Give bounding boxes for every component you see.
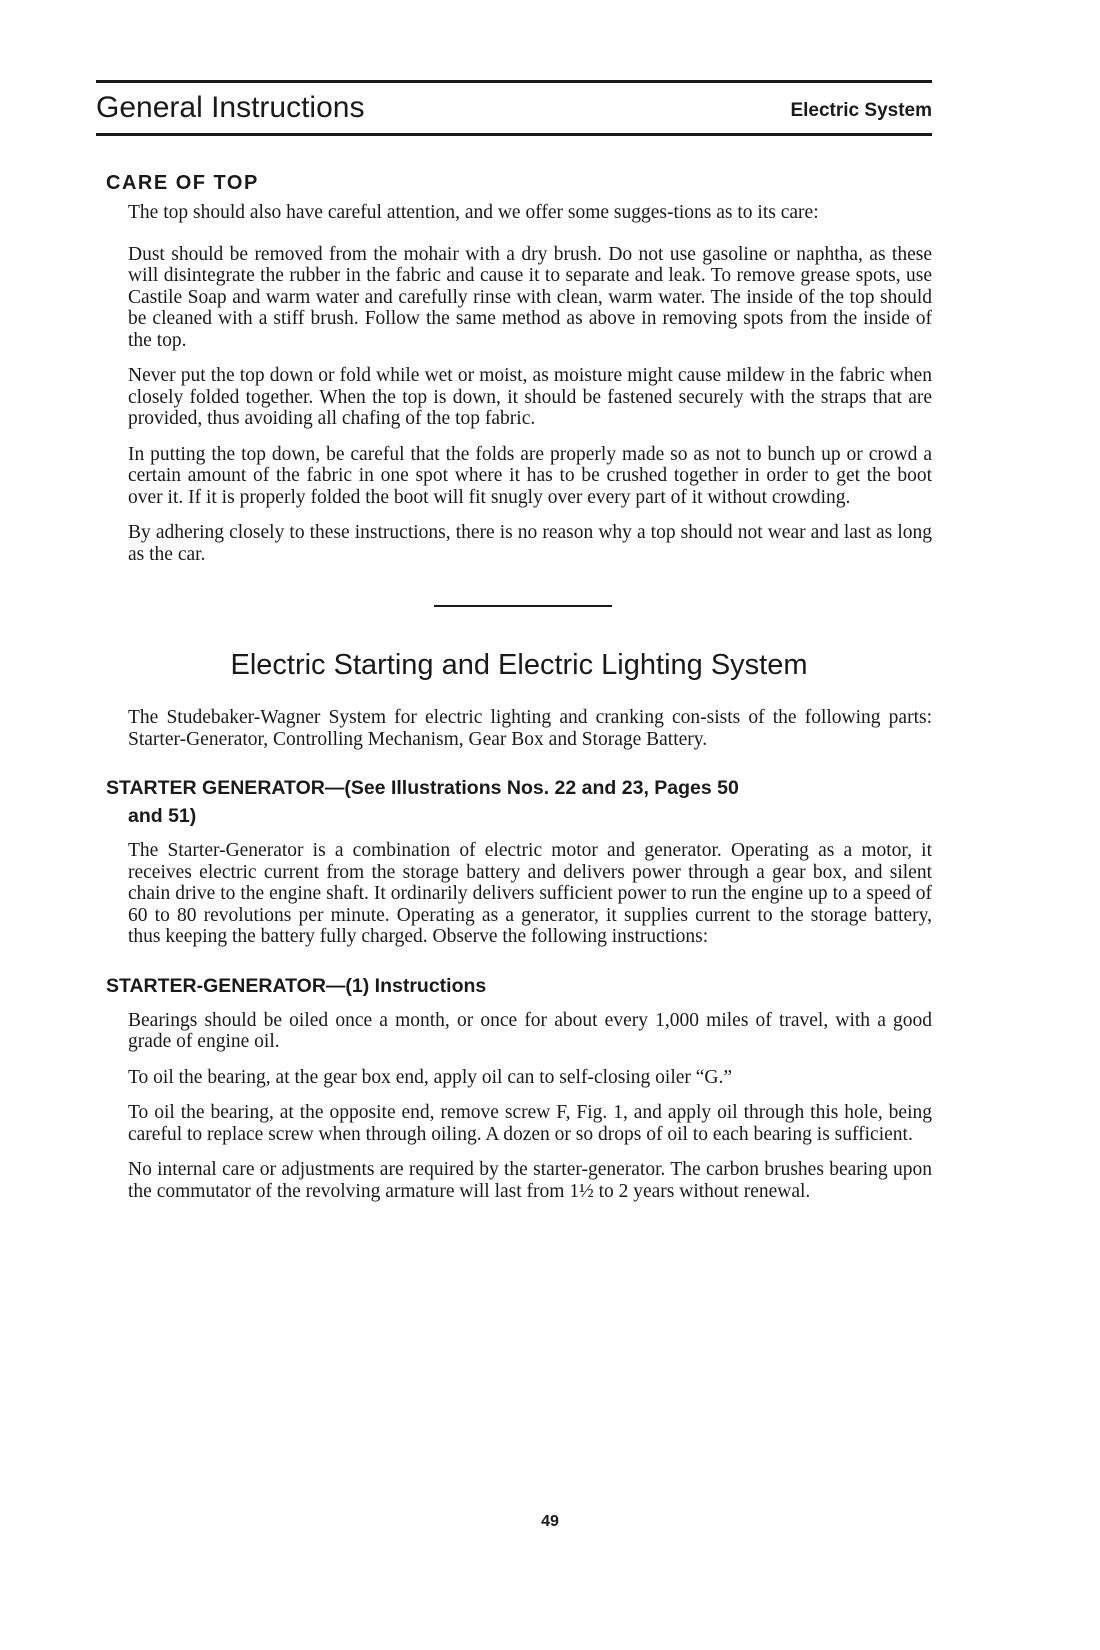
starter-generator-heading bbox=[106, 774, 932, 830]
heading-line: STARTER GENERATOR—(See Illustrations Nos. 22 and 23, Pages 50 bbox=[106, 777, 739, 799]
paragraph: No internal care or adjustments are required by the starter-generator. The carbon brushes bearing upon the commutator of the revolving armature will last from 1½ to 2 years without renewal. bbox=[128, 1159, 932, 1202]
paragraph: Never put the top down or fold while wet or moist, as moisture might cause mildew in the fabric when closely folded together. When the top is down, it should be fastened securely with the straps that are provided, thus avoiding all chafing of the top fabric. bbox=[128, 365, 932, 429]
paragraph: By adhering closely to these instructions, there is no reason why a top should not wear and last as long as the car. bbox=[128, 522, 932, 565]
instructions-heading: STARTER-GENERATOR—(1) Instructions bbox=[106, 974, 487, 997]
paragraph: In putting the top down, be careful that the folds are properly made so as not to bunch up or crowd a certain amount of the fabric in one spot where it has to be crushed together in order to get the boot over it. If it is properly folded the boot will fit snugly over every part of it without crowding. bbox=[128, 443, 932, 508]
section-divider bbox=[434, 605, 612, 607]
page-number: 49 bbox=[541, 1513, 559, 1530]
section-title: Electric Starting and Electric Lighting System bbox=[230, 649, 808, 681]
header-rule-top bbox=[96, 80, 932, 83]
paragraph: Bearings should be oiled once a month, or once for about every 1,000 miles of travel, with a good grade of engine oil. bbox=[128, 1009, 932, 1052]
page-body bbox=[106, 170, 932, 1216]
paragraph: Dust should be removed from the mohair with a dry brush. Do not use gasoline or naphtha, as these will disintegrate the rubber in the fabric and cause it to separate and leak. To remove grease spots, use Castile Soap and warm water and carefully rinse with clean, warm water. The inside of the top should be cleaned with a stiff brush. Follow the same method as above in removing spots from the inside of the top. bbox=[128, 243, 932, 351]
paragraph: The Starter-Generator is a combination of electric motor and generator. Operating as a motor, it receives electric current from the storage battery and delivers power through a gear box, and silent chain drive to the engine shaft. It ordinarily delivers sufficient power to run the engine up to a speed of 60 to 80 revolutions per minute. Operating as a generator, it supplies current to the storage battery, thus keeping the battery fully charged. Observe the following instructions: bbox=[128, 840, 932, 947]
running-head-section: Electric System bbox=[790, 100, 932, 121]
care-of-top-heading: CARE OF TOP bbox=[106, 172, 259, 194]
paragraph: The top should also have careful attention, and we offer some sugges-tions as to its care: bbox=[128, 202, 819, 223]
paragraph: To oil the bearing, at the opposite end, remove screw F, Fig. 1, and apply oil through this hole, being careful to replace screw when through oiling. A dozen or so drops of oil to each bearing is sufficient. bbox=[128, 1102, 932, 1145]
running-head-title: General Instructions bbox=[96, 91, 365, 124]
heading-line: and 51) bbox=[128, 805, 197, 827]
paragraph: To oil the bearing, at the gear box end, apply oil can to self-closing oiler “G.” bbox=[128, 1066, 733, 1088]
header-rule-bottom bbox=[96, 133, 932, 136]
paragraph: The Studebaker-Wagner System for electric lighting and cranking con-sists of the following parts: Starter-Generator, Controlling Mechanism, Gear Box and Storage Battery. bbox=[128, 707, 932, 750]
